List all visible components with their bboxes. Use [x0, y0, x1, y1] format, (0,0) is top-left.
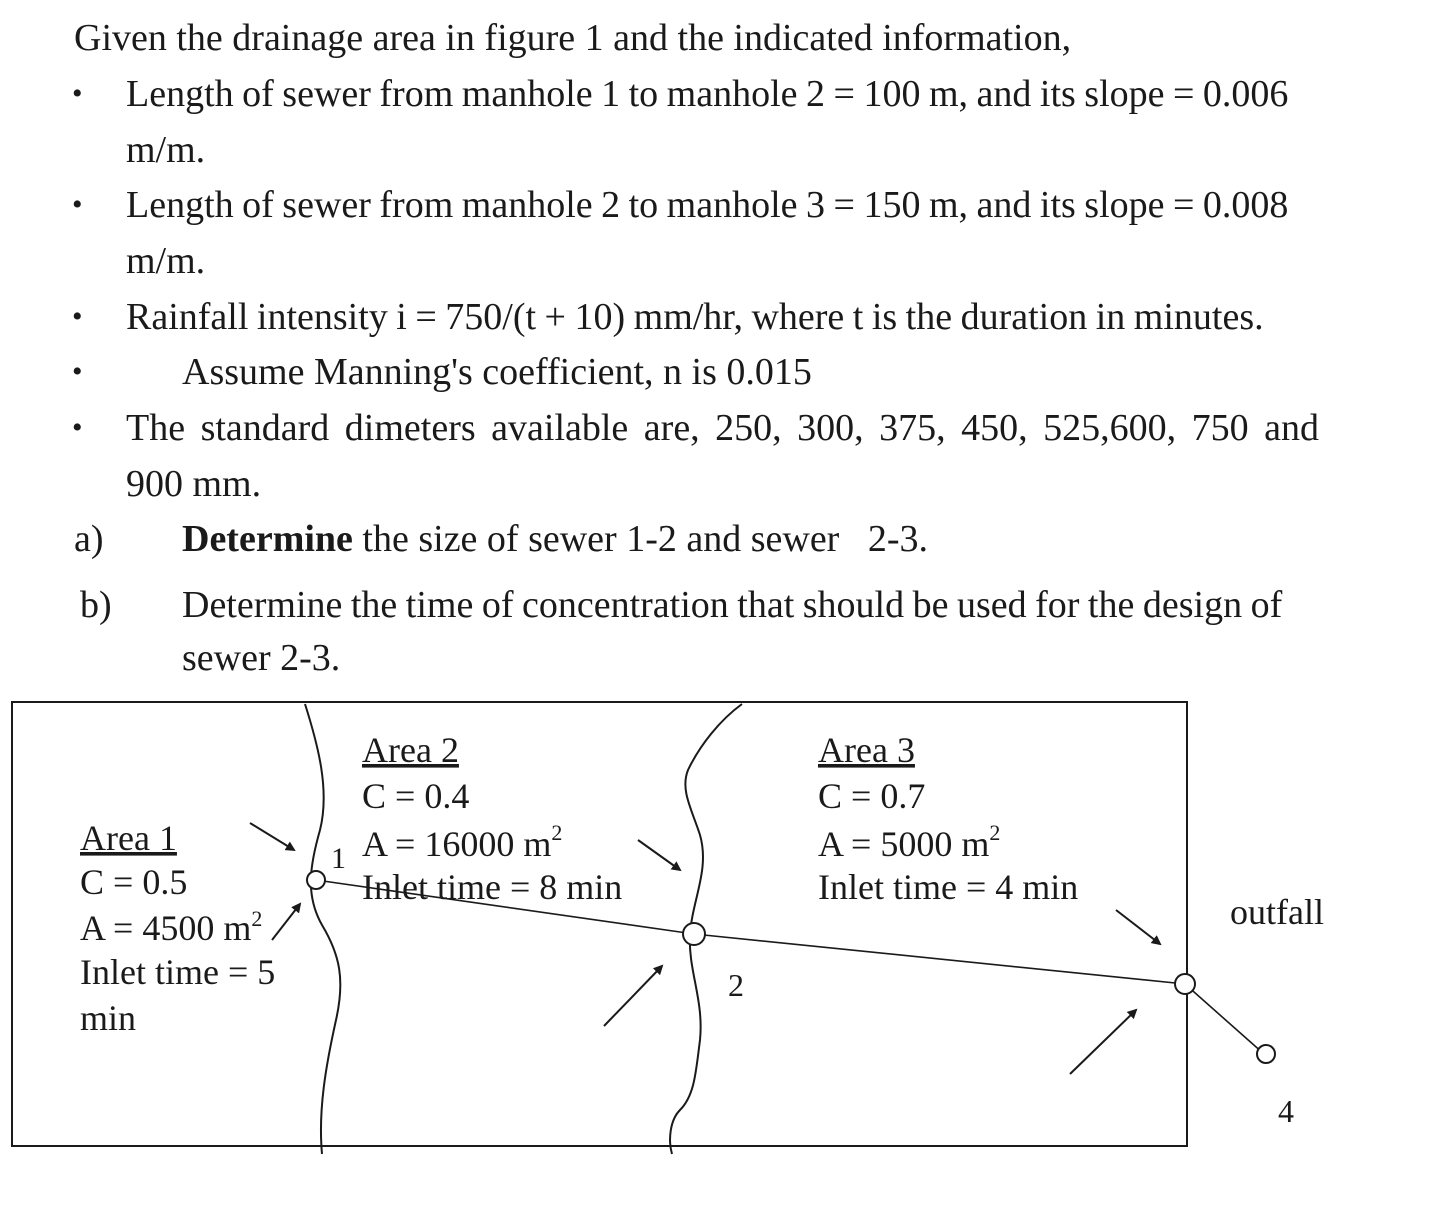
sewer-3-4 — [1185, 984, 1264, 1054]
bullet-3-text: Rainfall intensity i = 750/(t + 10) mm/hr, where t is the duration in minutes. — [126, 296, 1264, 338]
inlet-arrow-area2-bottom — [604, 966, 662, 1026]
bullet-4-text: Assume Manning's coefficient, n is 0.015 — [182, 351, 812, 393]
bullet-5-line-2: 900 mm. — [126, 463, 262, 505]
bullet-1-dot: • — [72, 77, 83, 110]
bullet-2-line-1: Length of sewer from manhole 2 to manhole 3 = 150 m, and its slope = 0.008 — [126, 184, 1289, 226]
bullet-5-line-1: The standard dimeters available are, 250, 300, 375, 450, 525,600, 750 and — [126, 407, 1320, 449]
area2-a-value — [362, 820, 562, 864]
area3-a-value — [818, 820, 1000, 864]
question-a-rest: the size of sewer 1-2 and sewer 2-3. — [352, 518, 928, 560]
manhole-4 — [1257, 1045, 1275, 1063]
manhole-2-label: 2 — [728, 967, 744, 1003]
bullet-3-dot: • — [72, 300, 83, 333]
manhole-3 — [1175, 974, 1195, 994]
bullet-1-line-1: Length of sewer from manhole 1 to manhole 2 = 100 m, and its slope = 0.006 — [126, 73, 1289, 115]
inlet-arrow-area3-top — [1116, 910, 1160, 944]
drainage-area-figure — [0, 690, 1442, 1170]
bullet-4-dot: • — [72, 355, 83, 388]
manhole-1-label: 1 — [331, 842, 346, 875]
manhole-2 — [683, 923, 705, 945]
area3-a-text: A = 5000 m — [818, 824, 990, 864]
sewer-2-3 — [694, 934, 1185, 984]
area2-inlet-time: Inlet time = 8 min — [362, 867, 623, 907]
area1-a-text: A = 4500 m — [80, 908, 252, 948]
area1-a-unit-power: 2 — [251, 906, 263, 931]
inlet-arrow-area1-bottom — [272, 904, 300, 940]
question-a-label: a) — [74, 518, 104, 560]
manhole-1 — [307, 871, 325, 889]
area3-title: Area 3 — [818, 730, 915, 770]
question-a-keyword: Determine — [182, 518, 353, 560]
area1-title: Area 1 — [80, 818, 177, 858]
bullet-5-dot: • — [72, 411, 83, 444]
manhole-4-label: 4 — [1278, 1093, 1294, 1129]
outfall-label: outfall — [1230, 892, 1324, 932]
inlet-arrow-area3-bottom — [1070, 1010, 1136, 1074]
question-b-line-2: sewer 2-3. — [182, 637, 341, 679]
area3-a-unit-power: 2 — [989, 820, 1001, 845]
question-b-line-1: Determine the time of concentration that should be used for the design of — [182, 584, 1283, 626]
inlet-arrow-area1-top — [250, 823, 294, 850]
area2-title: Area 2 — [362, 730, 459, 770]
area1-c-value: C = 0.5 — [80, 862, 188, 902]
area1-inlet-line-2: min — [80, 998, 137, 1038]
inlet-arrow-area2-top — [638, 840, 680, 870]
question-a-text — [182, 517, 928, 561]
area-divider-right — [670, 704, 742, 1154]
question-b-label: b) — [80, 584, 112, 626]
bullet-2-dot: • — [72, 188, 83, 221]
area2-a-text: A = 16000 m — [362, 824, 552, 864]
area1-a-value — [80, 906, 262, 948]
area3-c-value: C = 0.7 — [818, 776, 926, 816]
area2-a-unit-power: 2 — [551, 820, 563, 845]
bullet-2-line-2: m/m. — [126, 240, 206, 282]
area1-inlet-line-1: Inlet time = 5 — [80, 952, 276, 992]
area3-inlet-time: Inlet time = 4 min — [818, 867, 1079, 907]
area2-c-value: C = 0.4 — [362, 776, 470, 816]
area-divider-left — [305, 704, 340, 1154]
intro-text: Given the drainage area in figure 1 and the indicated information, — [74, 17, 1072, 59]
bullet-1-line-2: m/m. — [126, 129, 206, 171]
